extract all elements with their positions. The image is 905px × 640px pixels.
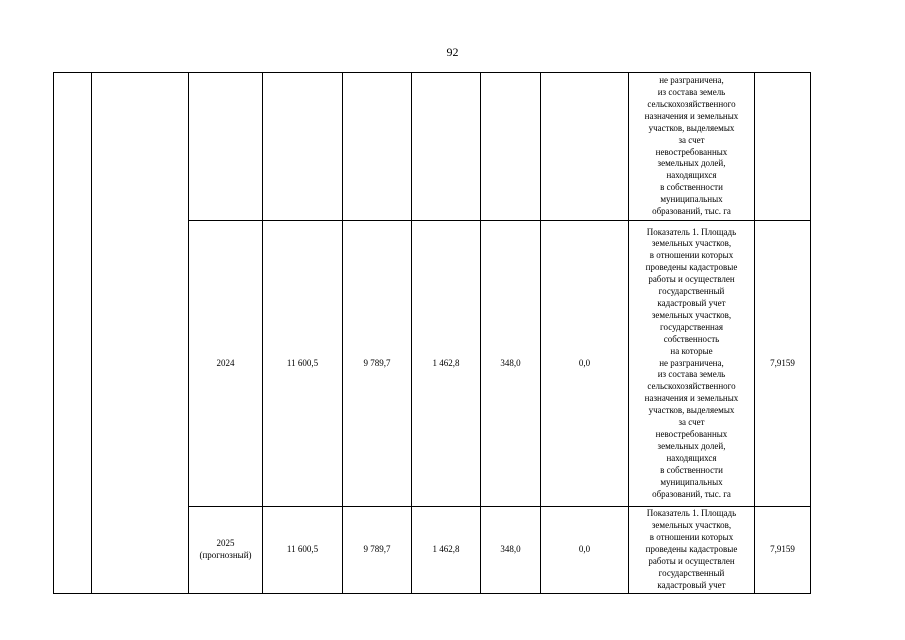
cell-value: 7,9159 — [755, 221, 811, 507]
cell-other: 0,0 — [541, 221, 629, 507]
cell-other: 0,0 — [541, 507, 629, 594]
cell-federal: 9 789,7 — [343, 221, 412, 507]
program-table — [53, 72, 878, 594]
page-number: 92 — [446, 45, 459, 59]
cell-federal: 9 789,7 — [343, 507, 412, 594]
cell-regional: 1 462,8 — [412, 507, 481, 594]
cell-indicator: Показатель 1. Площадь земельных участков, в отношении которых проведены кадастровые работы и осуществлен государственный кадастровый учет — [629, 507, 755, 594]
cell-local: 348,0 — [481, 221, 541, 507]
cell-value — [755, 73, 811, 221]
cell-total — [263, 73, 343, 221]
cell-other — [541, 73, 629, 221]
cell-number — [54, 73, 92, 594]
cell-local — [481, 73, 541, 221]
year-label: 2024 — [216, 357, 235, 368]
cell-year — [189, 73, 263, 221]
cell-regional — [412, 73, 481, 221]
cell-indicator: Показатель 1. Площадь земельных участков, в отношении которых проведены кадастровые работы и осуществлен государственный кадастровый учет земельных участков, государственная собственность на которые не разграничена, из состава земель сельскохозяйственного назначения и земельных участков, выделяемых за счет невостребованных земельных долей, находящихся в собственности муниципальных образований, тыс. га — [629, 221, 755, 507]
year-label: 2025 — [216, 538, 235, 549]
cell-federal — [343, 73, 412, 221]
cell-event-name — [92, 73, 189, 594]
cell-local: 348,0 — [481, 507, 541, 594]
cell-value: 7,9159 — [755, 507, 811, 594]
cell-total: 11 600,5 — [263, 221, 343, 507]
table-row-continuation — [54, 73, 878, 221]
cell-regional: 1 462,8 — [412, 221, 481, 507]
cell-total: 11 600,5 — [263, 507, 343, 594]
cell-year — [189, 221, 263, 507]
cell-indicator: не разграничена, из состава земель сельскохозяйственного назначения и земельных участков, выделяемых за счет невостребованных земельных долей, находящихся в собственности муниципальных образований, тыс. га — [629, 73, 755, 221]
year-note: (прогнозный) — [199, 550, 252, 560]
cell-year — [189, 507, 263, 594]
